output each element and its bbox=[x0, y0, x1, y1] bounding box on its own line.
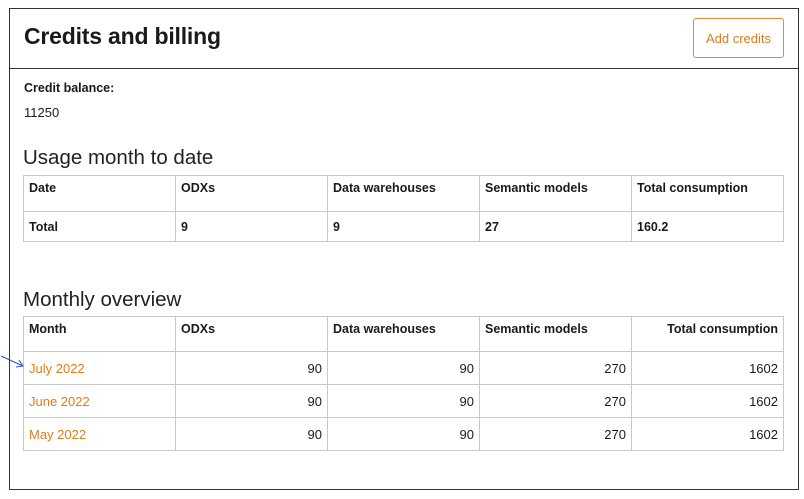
monthly-col-data-warehouses: Data warehouses bbox=[328, 317, 480, 352]
monthly-header-row bbox=[24, 317, 784, 352]
usage-total-label: Total bbox=[24, 212, 176, 242]
month-link-june-2022[interactable]: June 2022 bbox=[29, 393, 90, 409]
credits-billing-panel bbox=[9, 8, 799, 490]
usage-header-row bbox=[24, 176, 784, 212]
monthly-section-title: Monthly overview bbox=[23, 288, 182, 311]
data-warehouses-cell: 90 bbox=[328, 418, 480, 451]
semantic-models-cell: 270 bbox=[480, 385, 632, 418]
usage-section-title: Usage month to date bbox=[23, 146, 214, 169]
total-consumption-cell: 1602 bbox=[632, 418, 784, 451]
month-link-may-2022[interactable]: May 2022 bbox=[29, 426, 87, 442]
usage-col-odxs: ODXs bbox=[176, 176, 328, 212]
usage-table bbox=[23, 175, 784, 242]
total-consumption-cell: 1602 bbox=[632, 352, 784, 385]
table-row bbox=[24, 385, 784, 418]
data-warehouses-cell: 90 bbox=[328, 352, 480, 385]
total-consumption-cell: 1602 bbox=[632, 385, 784, 418]
usage-total-data-warehouses: 9 bbox=[328, 212, 480, 242]
usage-col-total-consumption: Total consumption bbox=[632, 176, 784, 212]
odxs-cell: 90 bbox=[176, 418, 328, 451]
usage-col-data-warehouses: Data warehouses bbox=[328, 176, 480, 212]
data-warehouses-cell: 90 bbox=[328, 385, 480, 418]
month-cell bbox=[24, 352, 176, 385]
monthly-col-month: Month bbox=[24, 317, 176, 352]
usage-col-date: Date bbox=[24, 176, 176, 212]
credit-balance-value: 11250 bbox=[24, 105, 60, 120]
usage-col-semantic-models: Semantic models bbox=[480, 176, 632, 212]
monthly-col-semantic-models: Semantic models bbox=[480, 317, 632, 352]
monthly-table bbox=[23, 316, 784, 451]
usage-total-row bbox=[24, 212, 784, 242]
credit-balance-label: Credit balance: bbox=[24, 81, 115, 95]
odxs-cell: 90 bbox=[176, 352, 328, 385]
arrow-pointer-icon bbox=[0, 355, 26, 371]
usage-total-consumption: 160.2 bbox=[632, 212, 784, 242]
panel-header bbox=[10, 9, 798, 69]
monthly-col-total-consumption: Total consumption bbox=[632, 317, 784, 352]
table-row bbox=[24, 352, 784, 385]
semantic-models-cell: 270 bbox=[480, 352, 632, 385]
add-credits-button[interactable]: Add credits bbox=[693, 18, 784, 58]
page-title: Credits and billing bbox=[24, 23, 221, 49]
month-cell bbox=[24, 418, 176, 451]
odxs-cell: 90 bbox=[176, 385, 328, 418]
usage-total-odxs: 9 bbox=[176, 212, 328, 242]
table-row bbox=[24, 418, 784, 451]
month-cell bbox=[24, 385, 176, 418]
monthly-col-odxs: ODXs bbox=[176, 317, 328, 352]
month-link-july-2022[interactable]: July 2022 bbox=[29, 360, 85, 376]
semantic-models-cell: 270 bbox=[480, 418, 632, 451]
usage-total-semantic-models: 27 bbox=[480, 212, 632, 242]
